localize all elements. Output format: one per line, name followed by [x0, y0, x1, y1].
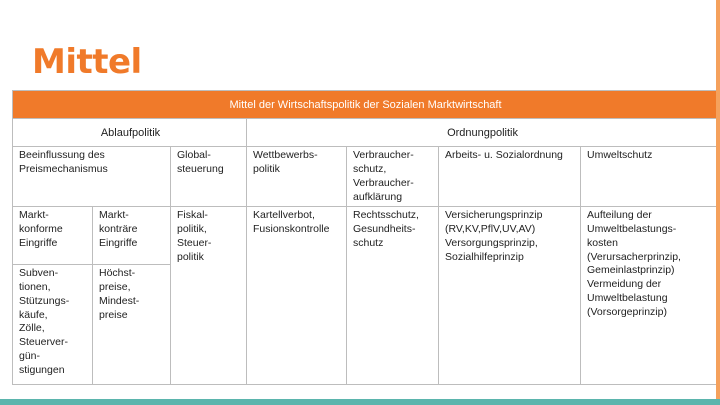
- table-header: Mittel der Wirtschaftspolitik der Sozialen Marktwirtschaft: [13, 91, 717, 119]
- slide-title: Mittel: [32, 42, 142, 82]
- cell-marktkonforme-eingriffe: Markt- konforme Eingriffe: [13, 207, 93, 265]
- cell-preismechanismus: Beeinflussung des Preismechanismus: [13, 147, 171, 207]
- cell-fiskalpolitik: Fiskal- politik, Steuer- politik: [171, 207, 247, 385]
- right-accent-bar: [716, 0, 720, 405]
- ablaufpolitik-header: Ablaufpolitik: [13, 119, 247, 147]
- cell-rechtsschutz: Rechtsschutz, Gesundheits- schutz: [347, 207, 439, 385]
- ordnungpolitik-header: Ordnungpolitik: [247, 119, 717, 147]
- cell-versicherungsprinzip: Versicherungsprinzip (RV,KV,PflV,UV,AV) Versorgungsprinzip, Sozialhilfeprinzip: [439, 207, 581, 385]
- cell-aufteilung-umweltbelastung: Aufteilung der Umweltbelastungs- kosten (Verursacherprinzip, Gemeinlastprinzip) Vermeidung der Umweltbelastung (Vorsorgeprinzip): [581, 207, 717, 385]
- cell-hoechstpreise: Höchst- preise, Mindest- preise: [93, 265, 171, 385]
- bottom-accent-bar: [0, 399, 720, 405]
- cell-globalsteuerung: Global- steuerung: [171, 147, 247, 207]
- cell-verbraucherschutz: Verbraucher- schutz, Verbraucher- aufklärung: [347, 147, 439, 207]
- cell-arbeits-sozialordnung: Arbeits- u. Sozialordnung: [439, 147, 581, 207]
- instruments-table: [12, 90, 717, 385]
- cell-umweltschutz: Umweltschutz: [581, 147, 717, 207]
- cell-subventionen: Subven- tionen, Stützungs- käufe, Zölle, Steuerver- gün- stigungen: [13, 265, 93, 385]
- cell-kartellverbot: Kartellverbot, Fusionskontrolle: [247, 207, 347, 385]
- cell-wettbewerbspolitik: Wettbewerbs- politik: [247, 147, 347, 207]
- cell-marktkontraere-eingriffe: Markt- konträre Eingriffe: [93, 207, 171, 265]
